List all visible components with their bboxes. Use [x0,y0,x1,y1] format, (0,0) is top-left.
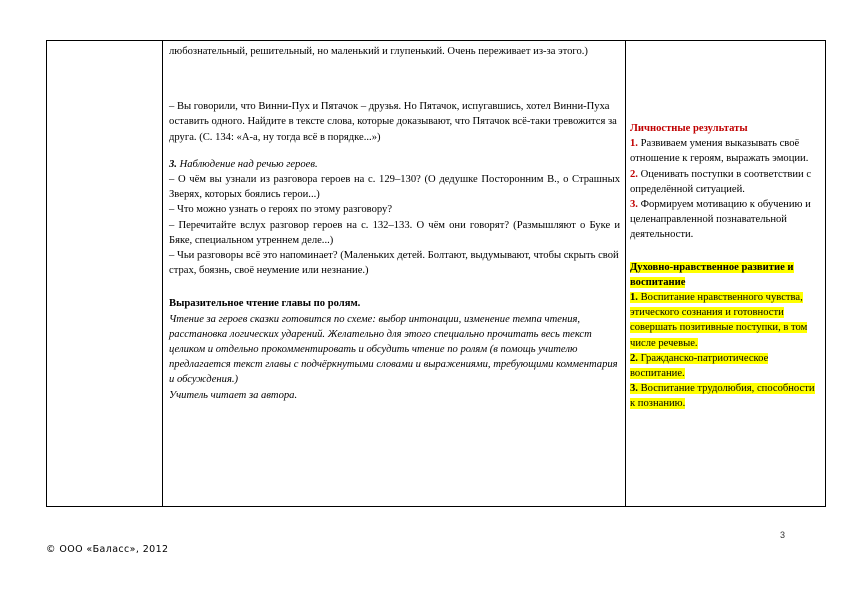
personal-result-1 [630,136,821,166]
item-number: 2. [630,168,638,180]
personal-result-3 [630,197,821,243]
personal-results-title: Личностные результаты [630,123,748,134]
lesson-paragraph-5: – Что можно узнать о героях по этому разговору? [169,204,393,216]
personal-result-2 [630,167,821,197]
lesson-section-3-heading [169,157,620,172]
item-text: Воспитание трудолюбия, способности к познанию. [630,383,815,410]
lesson-content-column [163,41,626,506]
lesson-teacher-note: Учитель читает за автора. [169,389,298,401]
lesson-paragraph-1: любознательный, решительный, но маленький и глупенький. Очень переживает из-за этого.) [169,46,588,57]
page-number: 3 [780,530,786,540]
item-text: Гражданско-патриотическое воспитание. [630,352,769,380]
lesson-table [46,40,826,507]
lesson-paragraph-6: – Перечитайте вслух разговор героев на с. 132–133. О чём они говорят? (Размышляют о Буке и Бяке, специальном утреннем деле...) [169,219,620,246]
item-number: 1. [630,138,638,150]
moral-item-3 [630,381,821,411]
item-text: Формируем мотивацию к обучению и целенаправленной познавательной деятельности. [630,199,811,241]
lesson-paragraph-7: – Чьи разговоры всё это напоминает? (Маленьких детей. Болтают, выдумывают, чтобы скрыть свой страх, боязнь, своё неумение или незнание.) [169,250,619,277]
section-title: Наблюдение над речью героев. [179,158,318,170]
item-number: 1. [630,292,638,304]
section-number: 3. [169,158,177,170]
item-number: 2. [630,352,638,364]
moral-development-title: Духовно-нравственное развитие и воспитание [630,261,794,288]
stage-column [47,41,163,506]
moral-item-2 [630,351,821,381]
lesson-reading-heading: Выразительное чтение главы по ролям. [169,298,361,310]
lesson-paragraph-2: – Вы говорили, что Винни-Пух и Пятачок – друзья. Но Пятачок, испугавшись, хотел Винни-Пуха оставить одного. Найдите в тексте слова, которые доказывают, что Пятачок всё-таки тревожится за друга. (С. 134: «А-а, ну тогда всё в порядке...») [169,101,617,143]
item-number: 3. [630,383,638,395]
moral-item-1 [630,290,821,351]
item-text: Воспитание нравственного чувства, этического сознания и готовности совершать позитивные поступки, в том числе речевые. [630,292,808,349]
copyright-footer: © ООО «Баласс», 2012 [46,544,169,555]
item-text: Оценивать поступки в соответствии с определённой ситуацией. [630,168,812,195]
results-column [626,41,825,506]
lesson-reading-instructions: Чтение за героев сказки готовится по схеме: выбор интонации, изменение темпа чтения, расстановка логических ударений. Желательно для этого специально прочитать весь текст целиком и отдельно прокомментировать и обсудить чтение по ролям (в помощь учителю предлагается текст главы с подчёркнутыми словами и выражениями, требующими комментария и обсуждения.) [169,313,618,386]
lesson-paragraph-4: – О чём вы узнали из разговора героев на с. 129–130? (О дедушке Посторонним В., о Страшных Зверях, которых боялись герои...) [169,174,620,201]
item-number: 3. [630,199,638,211]
item-text: Развиваем умения выказывать своё отношение к героям, выражать эмоции. [630,138,809,165]
